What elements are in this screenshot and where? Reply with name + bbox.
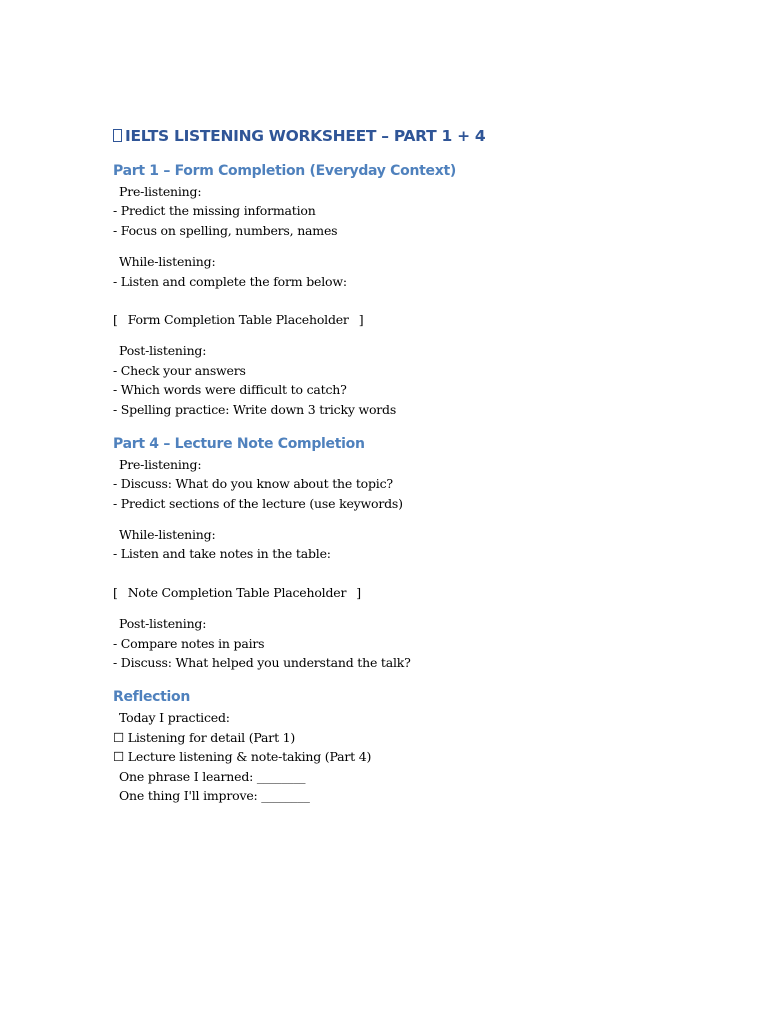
part1-post-item: - Spelling practice: Write down 3 tricky words: [113, 401, 397, 417]
worksheet-title: [113, 124, 713, 148]
reflection-intro: Today I practiced:: [119, 710, 230, 726]
part4-post-item: - Compare notes in pairs: [113, 635, 265, 651]
part4-while-item: - Listen and take notes in the table:: [113, 546, 331, 562]
part4-post-item: - Discuss: What helped you understand the talk?: [113, 655, 411, 671]
part1-pre-label: Pre-listening:: [119, 184, 202, 199]
part1-pre-item: - Predict the missing information: [113, 203, 316, 219]
part1-while-label: While-listening:: [119, 254, 216, 270]
part4-heading: Part 4 – Lecture Note Completion: [113, 435, 365, 452]
reflection-prompt: One phrase I learned: ________: [119, 768, 306, 784]
part4-pre-label: Pre-listening:: [119, 456, 202, 472]
part1-pre-item: - Focus on spelling, numbers, names: [113, 222, 338, 238]
part4-pre-item: - Discuss: What do you know about the topic?: [113, 476, 393, 492]
worksheet-title-text: IELTS LISTENING WORKSHEET – PART 1 + 4: [125, 127, 486, 145]
reflection-prompt: One thing I'll improve: ________: [119, 787, 310, 803]
part4-pre-item: - Predict sections of the lecture (use keywords): [113, 495, 403, 511]
worksheet-page: [113, 124, 713, 805]
part1-form-table-placeholder: [ Form Completion Table Placeholder ]: [113, 311, 364, 327]
reflection-checkbox-item: ☐ Lecture listening & note-taking (Part 4): [113, 749, 372, 765]
part1-post-item: - Check your answers: [113, 362, 246, 378]
reflection-heading: Reflection: [113, 689, 191, 706]
part4-note-table-placeholder: [ Note Completion Table Placeholder ]: [113, 584, 361, 600]
part1-post-label: Post-listening:: [119, 343, 207, 359]
part4-while-label: While-listening:: [119, 527, 216, 543]
unsupported-glyph-icon: [113, 129, 122, 142]
part1-while-item: - Listen and complete the form below:: [113, 273, 347, 289]
reflection-checkbox-item: ☐ Listening for detail (Part 1): [113, 729, 296, 745]
part4-post-label: Post-listening:: [119, 616, 207, 632]
part1-heading: Part 1 – Form Completion (Everyday Context): [113, 163, 456, 179]
part1-post-item: - Which words were difficult to catch?: [113, 382, 347, 398]
